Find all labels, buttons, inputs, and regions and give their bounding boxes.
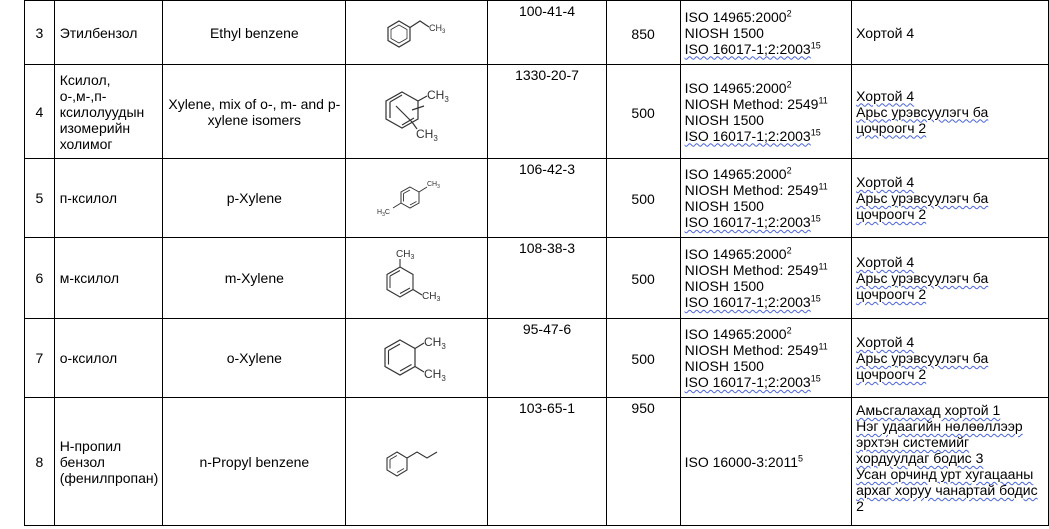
chemical-table — [24, 0, 1049, 526]
hazard-line: Нэг удаагийн нөлөөллээр — [856, 418, 1023, 434]
name-english: Ethyl benzene — [163, 1, 346, 65]
hazard-line: Арьс урэвсуулэгч ба — [856, 103, 989, 120]
standard-text: NIOSH Method: 2549 — [684, 182, 819, 198]
table-row — [25, 398, 1049, 526]
hazard-line: эрхтэн системийг — [856, 434, 970, 450]
svg-text:CH3: $CH_3$ — [423, 367, 446, 383]
table-row — [25, 238, 1049, 319]
standard-text: ISO 16017-1;2:2003 — [684, 127, 811, 144]
hazard-line: архаг хоруу чанартай бодис — [856, 482, 1038, 498]
standard-text: ISO 16017-1;2:2003 — [684, 294, 811, 310]
limit-text: 500 — [631, 271, 655, 287]
limit-text: 500 — [631, 351, 655, 367]
standard-sup: 15 — [810, 39, 821, 50]
row-number: 3 — [25, 1, 55, 65]
standards-cell — [680, 398, 852, 526]
standard-sup: 2 — [786, 325, 792, 336]
name-mongolian: о-ксилол — [54, 319, 163, 398]
propylbenzene-structure-icon — [377, 442, 457, 482]
hazard-cell — [852, 238, 1049, 319]
hazard-line: цочроогч 2 — [856, 119, 927, 136]
standard-text: ISO 16017-1;2:2003 — [684, 374, 811, 390]
hazard-cell — [852, 398, 1049, 526]
standard-sup: 15 — [810, 373, 821, 384]
hazard-line: Усан орчинд урт хугацааны — [856, 466, 1034, 482]
standard-text: ISO 16017-1;2:2003 — [684, 214, 811, 230]
name-mongolian: м-ксилол — [54, 238, 163, 319]
cas-number: 103-65-1 — [488, 398, 606, 526]
hazard-line: Амьсгалахад хортой 1 — [856, 402, 1001, 418]
o-xylene-structure-icon — [372, 328, 462, 388]
svg-text:CH3: $CH_3$ — [426, 181, 440, 190]
svg-text:CH3: $CH_3$ — [428, 22, 446, 35]
limit-text: 850 — [631, 25, 655, 42]
name-mongolian: Н-пропил бензол (фенилпропан) — [54, 398, 163, 526]
svg-text:CH3: $CH_3$ — [421, 291, 441, 303]
name-english: p-Xylene — [163, 159, 346, 238]
name-mongolian: п-ксилол — [54, 159, 163, 238]
hazard-cell — [852, 1, 1049, 65]
hazard-cell — [852, 65, 1049, 159]
standard-sup: 2 — [786, 165, 792, 176]
hazard-line: Арьс урэвсуулэгч ба — [856, 350, 989, 366]
standards-cell — [680, 238, 852, 319]
svg-text:CH3: $CH_3$ — [415, 126, 438, 143]
hazard-line: цочроогч 2 — [856, 366, 927, 382]
svg-text:CH3: $CH_3$ — [395, 249, 415, 261]
cas-number: 95-47-6 — [488, 319, 606, 398]
structure-cell — [346, 159, 488, 238]
standard-sup: 11 — [818, 181, 828, 192]
standard-sup: 11 — [818, 341, 828, 352]
limit-text: 500 — [631, 104, 655, 121]
standard-text: ISO 14965:2000 — [684, 8, 787, 25]
hazard-line: цочроогч 2 — [856, 286, 927, 302]
row-number: 7 — [25, 319, 55, 398]
limit-value — [606, 398, 680, 526]
table-row — [25, 159, 1049, 238]
standard-text: NIOSH Method: 2549 — [684, 95, 819, 112]
standard-sup: 2 — [786, 7, 792, 18]
name-mongolian: Ксилол, о-,м-,п-ксилолуудын изомерийн холимог — [54, 65, 163, 159]
name-english: n-Propyl benzene — [163, 398, 346, 526]
hazard-line: Хортой 4 — [856, 24, 915, 41]
hazard-cell — [852, 159, 1049, 238]
m-xylene-structure-icon — [372, 245, 462, 311]
ethylbenzene-structure-icon — [377, 13, 457, 53]
limit-text: 950 — [631, 400, 655, 416]
standard-text: ISO 16017-1;2:2003 — [684, 40, 811, 57]
row-number: 5 — [25, 159, 55, 238]
row-number: 4 — [25, 65, 55, 159]
limit-value — [606, 65, 680, 159]
standard-sup: 15 — [810, 213, 821, 224]
limit-value — [606, 159, 680, 238]
structure-cell — [346, 398, 488, 526]
svg-text:CH3: $CH_3$ — [426, 87, 449, 104]
standard-text: NIOSH 1500 — [684, 198, 764, 214]
structure-cell — [346, 1, 488, 65]
hazard-line: Хортой 4 — [856, 174, 915, 190]
name-mongolian: Этилбензол — [54, 1, 163, 65]
standards-cell — [680, 319, 852, 398]
table-row — [25, 65, 1049, 159]
standard-text: ISO 14965:2000 — [684, 326, 787, 342]
name-english: Xylene, mix of o-, m- and p-xylene isomers — [163, 65, 346, 159]
p-xylene-structure-icon — [372, 176, 462, 220]
cas-number: 1330-20-7 — [488, 65, 606, 159]
name-english: o-Xylene — [163, 319, 346, 398]
structure-cell — [346, 319, 488, 398]
standard-text: NIOSH 1500 — [684, 278, 764, 294]
table-row — [25, 319, 1049, 398]
standard-text: NIOSH Method: 2549 — [684, 342, 819, 358]
standard-sup: 11 — [818, 261, 828, 272]
standards-cell — [680, 159, 852, 238]
structure-cell — [346, 65, 488, 159]
standard-text: ISO 14965:2000 — [684, 246, 787, 262]
hazard-line: цочроогч 2 — [856, 206, 927, 222]
cas-number: 100-41-4 — [488, 1, 606, 65]
structure-cell — [346, 238, 488, 319]
row-number: 6 — [25, 238, 55, 319]
standard-sup: 15 — [810, 293, 821, 304]
standard-text: NIOSH 1500 — [684, 24, 764, 41]
hazard-line: Арьс урэвсуулэгч ба — [856, 270, 989, 286]
cas-number: 106-42-3 — [488, 159, 606, 238]
table-row — [25, 1, 1049, 65]
standard-sup: 2 — [786, 245, 792, 256]
standards-cell — [680, 65, 852, 159]
svg-text:H3C: $H_3C$ — [376, 209, 390, 218]
standard-text: NIOSH 1500 — [684, 111, 764, 128]
standard-text: ISO 14965:2000 — [684, 166, 787, 182]
hazard-line: Арьс урэвсуулэгч ба — [856, 190, 989, 206]
standard-text: ISO 16000-3:2011 — [684, 453, 798, 470]
hazard-line: хордуулдаг бодис 3 — [856, 450, 984, 466]
hazard-line: Хортой 4 — [856, 87, 915, 104]
standard-text: NIOSH 1500 — [684, 358, 764, 374]
cas-number: 108-38-3 — [488, 238, 606, 319]
row-number: 8 — [25, 398, 55, 526]
standard-sup: 15 — [810, 126, 821, 137]
standard-text: ISO 14965:2000 — [684, 79, 787, 96]
limit-value — [606, 238, 680, 319]
limit-value — [606, 1, 680, 65]
name-english: m-Xylene — [163, 238, 346, 319]
standard-text: NIOSH Method: 2549 — [684, 262, 819, 278]
hazard-line: 2 — [856, 498, 864, 514]
standards-cell — [680, 1, 852, 65]
hazard-line: Хортой 4 — [856, 334, 915, 350]
hazard-cell — [852, 319, 1049, 398]
standard-sup: 5 — [797, 452, 803, 463]
hazard-line: Хортой 4 — [856, 254, 915, 270]
standard-sup: 2 — [786, 78, 792, 89]
svg-text:CH3: $CH_3$ — [423, 335, 446, 351]
xylene-mix-structure-icon — [372, 80, 462, 144]
limit-text: 500 — [631, 191, 655, 207]
limit-value — [606, 319, 680, 398]
standard-sup: 11 — [818, 94, 828, 105]
